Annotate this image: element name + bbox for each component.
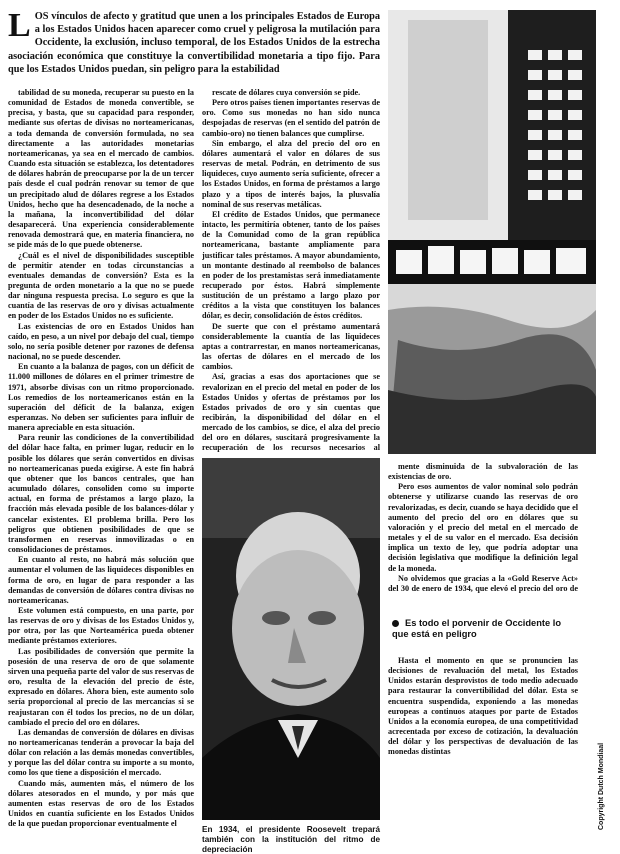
subheading: [392, 618, 578, 640]
paragraph: Este volumen está compuesto, en una parte, por las reservas de oro y divisas de los Estados Unidos y, por otra, por las que Norteamérica pueda obtener mediante préstamos exteriores.: [8, 605, 194, 646]
paragraph: Pero esos aumentos de valor nominal solo podrán obtenerse y utilizarse cuando las reservas de oro revalorizadas, es decir, cuando se haya decidido que el aumento del precio del oro en dólares que su valoración y el precio del metal en el mercado de metales y el de su valor en el mercado. Esa decisión implica un texto de ley, que podría adoptar una decisión legislativa que modifique la definición legal de la moneda.: [388, 482, 578, 573]
paragraph: Cuando más, aumenten más, el número de los dólares atesorados en el mundo, y por más que aumenten estas reservas de oro de los Estados Unidos en cuantía suficiente en los Estados Unidos de la que puedan proporcionar eventualmente el: [8, 778, 194, 829]
paragraph: mente disminuida de la subvaloración de las existencias de oro.: [388, 462, 578, 482]
subheading-text: Es todo el porvenir de Occidente lo que está en peligro: [392, 618, 562, 640]
paragraph: No olvidemos que gracias a la «Gold Reserve Act» del 30 de enero de 1934, que elevó el precio del oro de: [388, 573, 578, 593]
paragraph: Pero otros países tienen importantes reservas de oro. Como sus monedas no han sido nunca despojadas de reservas (en el sentido del patrón de cambio-oro) no tienen balances que cumplirse.: [202, 98, 380, 138]
photo-caption: En 1934, el presidente Roosevelt trepará también con la institución del ritmo de depreciación: [202, 825, 380, 854]
paragraph: tabilidad de su moneda, recuperar su puesto en la comunidad de Estados de moneda convertible, se precisa, y basta, que su capacidad para responder, mediante sus ofertas de divisas no norteamericanas, a toda demanda de conversión formulada, no sea directamente a las autoridades monetarias norteamericanas, ya sea en el mercado de cambios. Cuando esta situación se establezca, los detentadores de dólares habrán de preocuparse por la de un tercer país desde el cual podrán renovar su temor de que un precipitado alud de dólares regrese a los Estados Unidos, hecho que ha desencadenado, de la noche a la mañana, la inconvertibilidad del dólar desaparecerá. Una experiencia considerablemente renovada demostrará que, en materia financiera, no se pide más de lo que puede obtenerse.: [8, 88, 194, 250]
copyright-text: Copyright Dutch Mondiaal: [598, 742, 605, 830]
paragraph: Hasta el momento en que se pronuncien las decisiones de revaluación del metal, los Estados Unidos estarán desprovistos de todo medio adecuado para restaurar la convertibilidad del dólar. Esta se encuentra suspendida, exponiendo a las monedas europeas a continuos ataques por parte de Estados Unidos a la economía europea, de una competitividad acrecentada por exceso de cotización, la devaluación del dólar y los perspectivas de devaluación de las monedas distintas: [388, 656, 578, 757]
paragraph: Así, gracias a esas dos aportaciones que se revalorizan en el precio del metal en poder de los Estados Unidos y ofertas de préstamos por los Estados privados de oro y sin cuentas que recibirán, la disponibilidad del dólar en el mercado de los cambios, se dice, el alza del precio del oro en dólares, suscitará progresivamente la recuperación de los recursos necesarios al: [202, 372, 380, 452]
body-column-2: [202, 88, 380, 452]
paragraph: ¿Cuál es el nivel de disponibilidades susceptible de permitir atender en todas circunstancias a eventuales demandas de conversión? Esta es la pregunta de orden monetario a la que no se puede dar ninguna respuesta precisa. Lo seguro es que la cuantía de las reservas de oro y divisas actualmente en poder de los Estados Unidos no es suficiente.: [8, 250, 194, 321]
paragraph: El crédito de Estados Unidos, que permanece intacto, les permitiría obtener, tanto de los países de la Comunidad como de la gran república norteamericana, bastante ampliamente para justificar tales préstamos. A mayor abundamiento, un montante destinado al reembolso de balances en poder de los prestamistas será inmediatamente recuperado por éstos. Habrá simplemente sustitución de un préstamo a largo plazo por créditos a la vista que constituyen los balances dólar, es decir, consolidación de éstos créditos.: [202, 209, 380, 321]
copyright-note: [598, 680, 610, 830]
bullet-icon: [392, 620, 399, 627]
paragraph: Las demandas de conversión de dólares en divisas no norteamericanas tenderán a provocar la baja del dólar con relación a las demás monedas convertibles, y porque las del dólar contra su importe a su monto, como los que tiene a disposición el mercado.: [8, 727, 194, 778]
body-column-1: [8, 88, 194, 840]
paragraph: rescate de dólares cuya conversión se pide.: [212, 88, 361, 97]
paragraph: Sin embargo, el alza del precio del oro en dólares aumentará el valor en dólares de sus reservas de metal. Podrán, en detrimento de sus liquideces, cuyo aumento sería suficiente, ofrecer a los Estados Unidos, en forma de préstamos a largo plazo y a tipos de interés bajos, la plusvalía nominal de sus reservas metálicas.: [202, 138, 380, 209]
paragraph: De suerte que con el préstamo aumentará considerablemente la cuantía de las liquideces aptas a contrarrestar, en manos norteamericanas, las ofertas de dólares en el mercado de los cambios.: [202, 321, 380, 372]
paragraph: En cuanto a la balanza de pagos, con un déficit de 11.000 millones de dólares en el primer trimestre de 1971, absorbe divisas con un ritmo proporcionado. Los remedios de los norteamericanos están en la superación del déficit de la balanza, exigen esperanzas. No deben ser suficientes para influir de manera apreciable en esta situación.: [8, 362, 194, 433]
paragraph: En cuanto al resto, no habrá más solución que aumentar el volumen de las liquideces disponibles en forma de oro, en lugar de para responder a las demandas de conversión de dólares contra divisas no norteamericanas.: [8, 555, 194, 605]
body-column-4: [388, 656, 578, 816]
lead-text: OS vínculos de afecto y gratitud que unen a los principales Estados de Europa a los Estados Unidos hacen aparecer como cruel y peligrosa la mutilación para Occidente, la exclusión, incluso temporal, de los Estados Unidos de la estrecha asociación económica que constituye la convertibilidad monetaria a tipo fijo. Para que los Estados Unidos puedan, sin peligro para la estabilidad: [8, 11, 380, 75]
paragraph: Las posibilidades de conversión que permite la posesión de una reserva de oro de que solamente sirven una pequeña parte del valor de sus reservas de oro, resulta de la elevación del precio de éste, expresado en dólares. Ahora bien, este aumento solo sería proporcional al precio de las mercancías si se reajustaran con él todos los precios, no de un dólar, cambiado el precio del oro en dólares.: [8, 646, 194, 727]
drop-cap: L: [8, 7, 31, 44]
paragraph: Para reunir las condiciones de la convertibilidad del dólar hace falta, en primer lugar, reducir en lo posible los dólares que serán convertidos en divisas no norteamericanas pueda exigirse. A este fin habrá que obtener que los bancos centrales, que han acumulado dólares, consoliden como su importe actual, en forma de préstamos a largo plazo, la fracción más elevada posible de los balances-dólar y cancelar existentes. El problema brilla. Pero los peligros que obtienen posibilidades de que se transformen en reservas inmovilizadas o en consolidaciones de préstamos.: [8, 433, 194, 555]
roosevelt-portrait-photo: [202, 458, 380, 820]
lead-paragraph: [8, 7, 380, 76]
body-column-3: [388, 462, 578, 594]
paragraph: Las existencias de oro en Estados Unidos han caído, en peso, a un nivel por debajo del cual, tiempo solo, no sería posible detener por razones de defensa nacional, no se puede descender.: [8, 321, 194, 362]
gold-bars-photo: [388, 10, 596, 454]
